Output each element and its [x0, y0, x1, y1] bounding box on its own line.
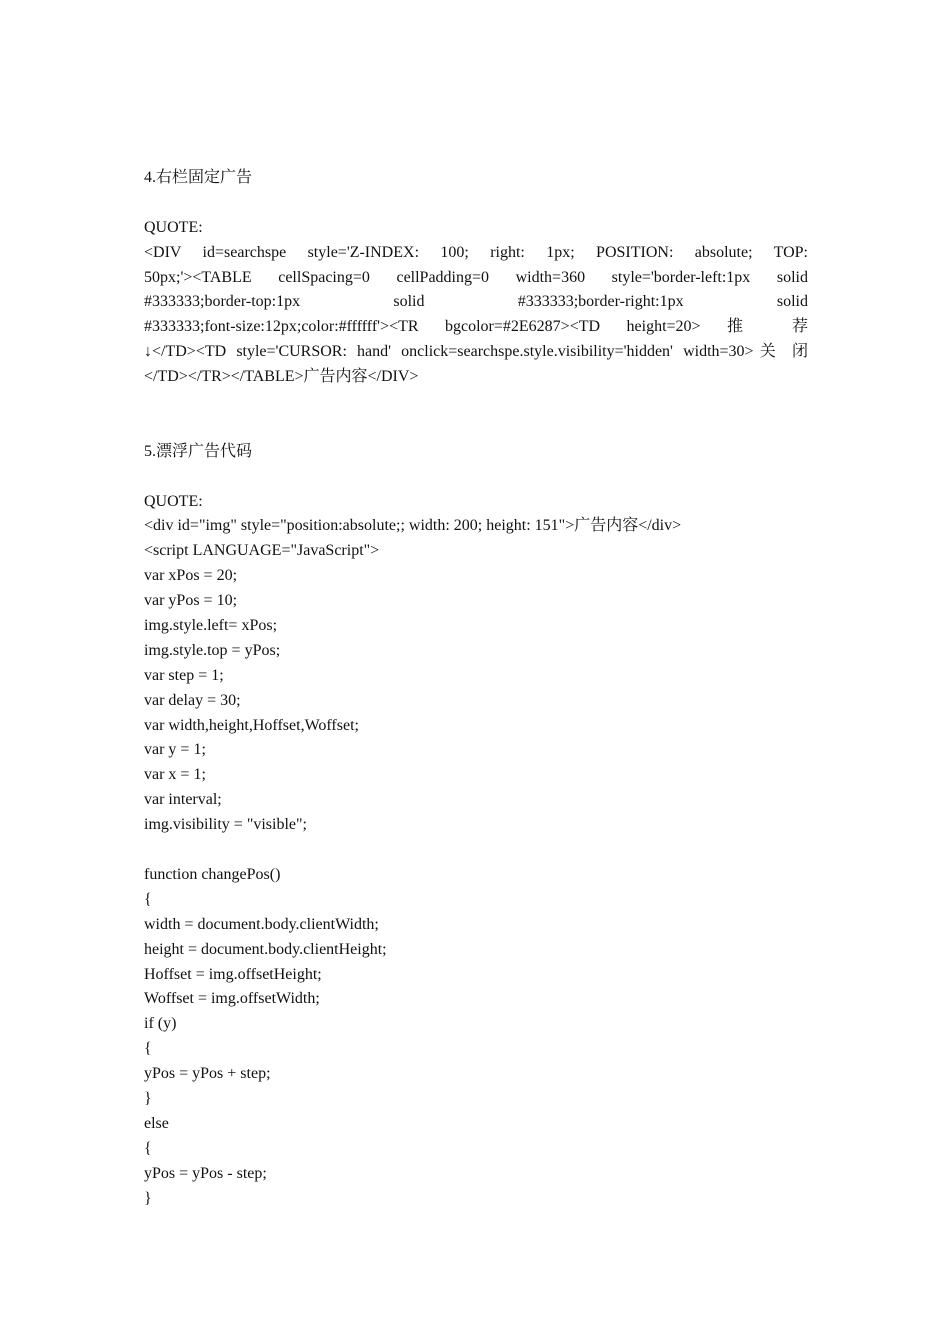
section-5-code-line: }	[144, 1089, 152, 1107]
section-5-code-line: <script LANGUAGE="JavaScript">	[144, 542, 380, 560]
section-5-code-line: function changePos()	[144, 865, 281, 883]
section-5-code-line: var xPos = 20;	[144, 567, 238, 585]
section-4-code-line: #333333;font-size:12px;color:#ffffff'><TR bgcolor=#2E6287><TD height=20> 推 荐	[144, 318, 808, 336]
section-5-code-line: var width,height,Hoffset,Woffset;	[144, 716, 359, 734]
section-5-code-line: {	[144, 890, 152, 908]
section-5-code-line: img.style.left= xPos;	[144, 617, 278, 635]
section-4-code-line: ↓</TD><TD style='CURSOR: hand' onclick=searchspe.style.visibility='hidden' width=30>关 闭	[144, 343, 808, 361]
section-5-code-line: else	[144, 1114, 169, 1132]
section-5-code-line: if (y)	[144, 1015, 177, 1033]
section-4-code-line: <DIV id=searchspe style='Z-INDEX: 100; right: 1px; POSITION: absolute; TOP:	[144, 243, 808, 261]
section-5-code-line: {	[144, 1040, 152, 1058]
section-5-code-line: Woffset = img.offsetWidth;	[144, 990, 320, 1008]
section-5-code-line: yPos = yPos - step;	[144, 1164, 267, 1182]
section-4-code-line: 50px;'><TABLE cellSpacing=0 cellPadding=0 width=360 style='border-left:1px solid	[144, 268, 808, 286]
spacer	[144, 415, 808, 440]
section-5-code-line: var interval;	[144, 791, 222, 809]
spacer	[144, 465, 808, 490]
section-5-code-line: var step = 1;	[144, 666, 224, 684]
section-5-code-line: yPos = yPos + step;	[144, 1065, 271, 1083]
section-5-code-line: img.visibility = "visible";	[144, 816, 307, 834]
section-5-code-line: width = document.body.clientWidth;	[144, 915, 379, 933]
section-4-code-line: #333333;border-top:1px solid #333333;border-right:1px solid	[144, 293, 808, 311]
section-5-code-line: }	[144, 1189, 152, 1207]
section-5-code-line	[144, 838, 808, 863]
section-5-code-line: var yPos = 10;	[144, 592, 238, 610]
section-5-code-line: var delay = 30;	[144, 691, 241, 709]
section-5-code-line: var x = 1;	[144, 766, 206, 784]
section-4-quote-label: QUOTE:	[144, 218, 203, 236]
section-5-code-block	[144, 514, 808, 1211]
section-4-code-line: </TD></TR></TABLE>广告内容</DIV>	[144, 368, 419, 386]
section-4-title: 4.右栏固定广告	[144, 169, 253, 186]
section-5-code-line: Hoffset = img.offsetHeight;	[144, 965, 322, 983]
section-5-code-line: {	[144, 1139, 152, 1157]
section-5-code-line: img.style.top = yPos;	[144, 641, 281, 659]
spacer	[144, 390, 808, 415]
section-5-code-line: <div id="img" style="position:absolute;; width: 200; height: 151">广告内容</div>	[144, 517, 682, 535]
section-5-code-line: var y = 1;	[144, 741, 206, 759]
document-page	[144, 166, 808, 1211]
section-5-code-line: height = document.body.clientHeight;	[144, 940, 387, 958]
spacer	[144, 191, 808, 216]
section-5-title: 5.漂浮广告代码	[144, 442, 253, 460]
section-5-quote-label: QUOTE:	[144, 492, 203, 510]
